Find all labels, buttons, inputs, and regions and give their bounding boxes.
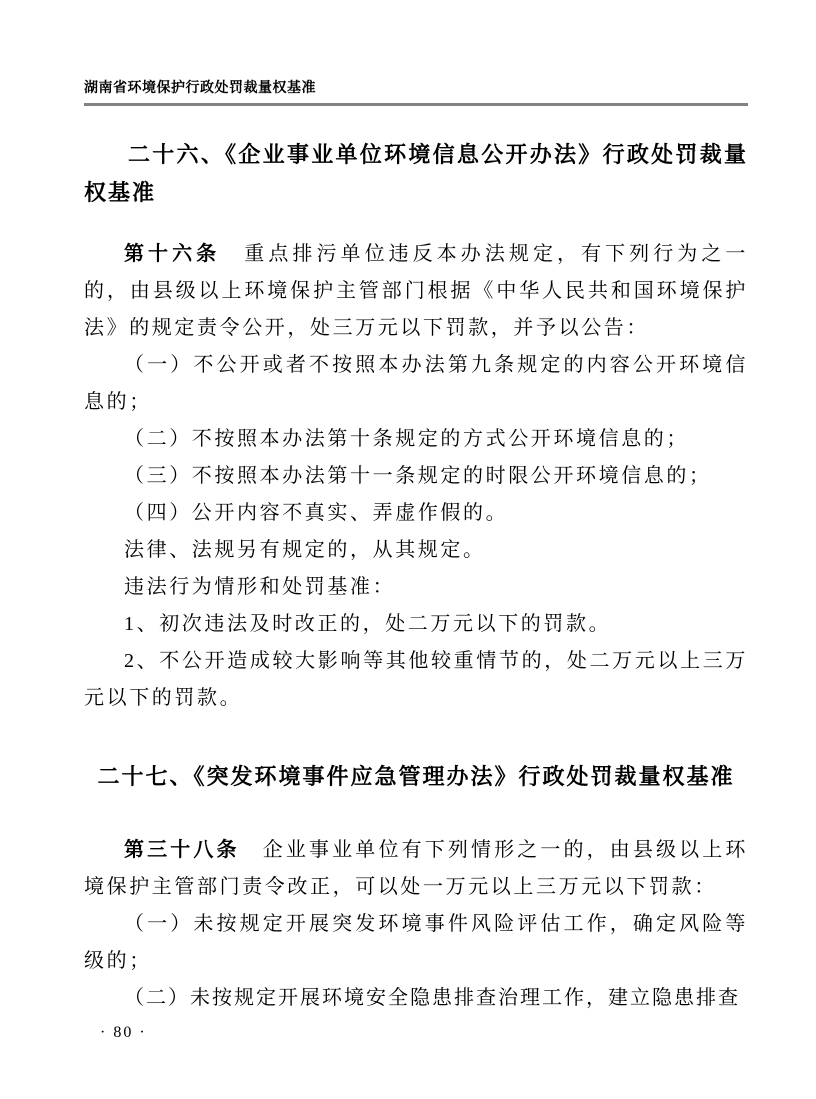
section-27-heading: 二十七、《突发环境事件应急管理办法》行政处罚裁量权基准 xyxy=(97,764,735,789)
paragraph-text: （二）未按规定开展环境安全隐患排查治理工作，建立隐患排查 xyxy=(124,987,740,1009)
paragraph xyxy=(84,606,748,643)
paragraph-text: 违法行为情形和处罚基准： xyxy=(124,576,396,598)
paragraph-text: （三）不按照本办法第十一条规定的时限公开环境信息的； xyxy=(124,465,712,487)
paragraph-text: （一）未按规定开展突发环境事件风险评估工作，确定风险等级的； xyxy=(84,913,748,972)
paragraph xyxy=(84,421,748,458)
section-27-body xyxy=(84,832,748,1017)
paragraph-text: 法律、法规另有规定的，从其规定。 xyxy=(124,539,486,561)
paragraph-text: 1、初次违法及时改正的，处二万元以下的罚款。 xyxy=(124,613,612,635)
paragraph xyxy=(84,532,748,569)
paragraph-text: 企业事业单位有下列情形之一的，由县级以上环境保护主管部门责令改正，可以处一万元以上三万元以下罚款： xyxy=(84,839,748,898)
paragraph-text: （四）公开内容不真实、弄虚作假的。 xyxy=(124,502,509,524)
page-number: · 80 · xyxy=(100,1024,147,1041)
paragraph-text: （一）不公开或者不按照本办法第九条规定的内容公开环境信息的； xyxy=(84,354,748,413)
paragraph-text: 重点排污单位违反本办法规定，有下列行为之一的，由县级以上环境保护主管部门根据《中华人民共和国环境保护法》的规定责令公开，处三万元以下罚款，并予以公告： xyxy=(84,243,749,339)
paragraph xyxy=(84,236,748,347)
article-number: 第三十八条 xyxy=(124,839,240,861)
paragraph xyxy=(84,458,748,495)
paragraph-text: （二）不按照本办法第十条规定的方式公开环境信息的； xyxy=(124,428,689,450)
document-content xyxy=(84,136,748,1017)
paragraph xyxy=(84,569,748,606)
paragraph xyxy=(84,347,748,421)
paragraph xyxy=(84,643,748,717)
paragraph xyxy=(84,906,748,980)
paragraph-text: 2、不公开造成较大影响等其他较重情节的，处二万元以上三万元以下的罚款。 xyxy=(84,650,748,709)
paragraph xyxy=(84,832,748,906)
section-26-body xyxy=(84,236,748,717)
header-rule xyxy=(84,103,748,106)
section-26-heading: 二十六、《企业事业单位环境信息公开办法》行政处罚裁量权基准 xyxy=(84,142,748,205)
paragraph xyxy=(84,495,748,532)
article-number: 第十六条 xyxy=(124,243,221,265)
running-header xyxy=(84,78,748,96)
paragraph xyxy=(84,980,748,1017)
running-header-title: 湖南省环境保护行政处罚裁量权基准 xyxy=(84,79,316,95)
